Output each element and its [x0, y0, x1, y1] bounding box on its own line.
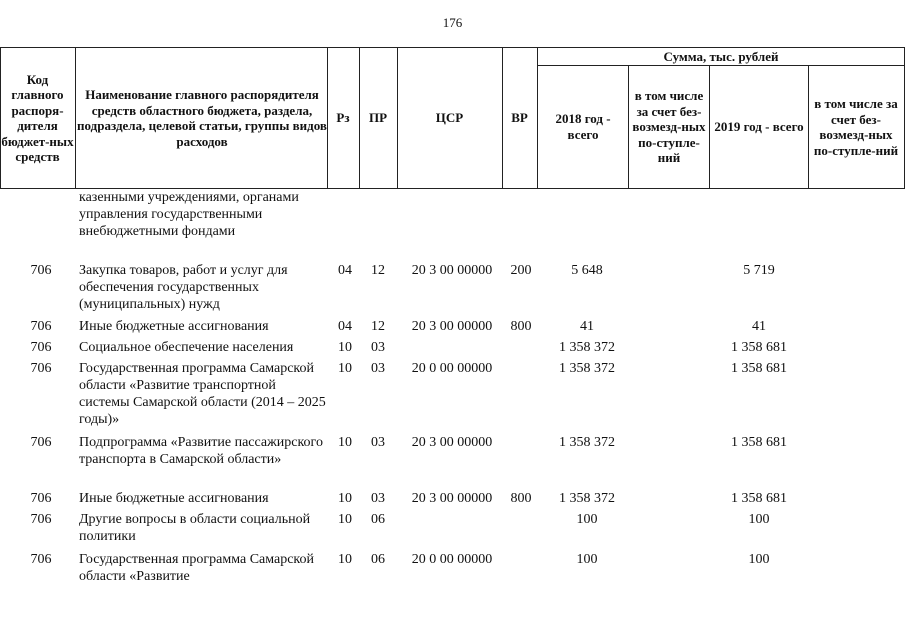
- grid-line: [75, 48, 76, 188]
- row-name: Иные бюджетные ассигнования: [79, 491, 269, 506]
- header-incl-2019: в том числе за счет без-возмезд-ных по-ступле-ний: [813, 96, 899, 158]
- row-csr: 20 3 00 00000: [411, 319, 493, 334]
- row-rz: 04: [338, 263, 352, 278]
- row-vr: 800: [510, 319, 532, 334]
- row-rz: 04: [338, 319, 352, 334]
- row-sum-2019: 41: [752, 319, 766, 334]
- row-code: 706: [30, 512, 52, 527]
- row-sum-2018: 41: [580, 319, 594, 334]
- row-rz: 10: [338, 491, 352, 506]
- row-sum-2019: 1 358 681: [731, 361, 787, 376]
- row-rz: 10: [338, 340, 352, 355]
- row-sum-2019: 1 358 681: [731, 491, 787, 506]
- row-pr: 03: [371, 491, 385, 506]
- row-pr: 03: [371, 340, 385, 355]
- header-2019: 2019 год - всего: [714, 118, 804, 134]
- row-csr: 20 0 00 00000: [411, 361, 493, 376]
- row-rz: 10: [338, 435, 352, 450]
- row-pr: 12: [371, 319, 385, 334]
- row-name: Подпрограмма «Развитие пассажирского транспорта в Самарской области»: [79, 435, 323, 467]
- row-sum-2019: 1 358 681: [731, 435, 787, 450]
- row-vr: 800: [510, 491, 532, 506]
- header-rz: Рз: [336, 110, 350, 126]
- page-number: 176: [442, 15, 463, 30]
- row-rz: 10: [338, 512, 352, 527]
- row-sum-2018: 1 358 372: [559, 435, 615, 450]
- row-sum-2018: 5 648: [571, 263, 603, 278]
- row-pr: 03: [371, 435, 385, 450]
- row-sum-2019: 5 719: [743, 263, 775, 278]
- row-code: 706: [30, 491, 52, 506]
- grid-line: [628, 65, 629, 188]
- row-code: 706: [30, 319, 52, 334]
- row-name: Государственная программа Самарской области «Развитие: [79, 552, 315, 584]
- row-csr: 20 3 00 00000: [411, 263, 493, 278]
- row-pr: 06: [371, 552, 385, 567]
- grid-line: [537, 48, 538, 188]
- row-csr: 20 0 00 00000: [411, 552, 493, 567]
- row-name: Иные бюджетные ассигнования: [79, 319, 269, 334]
- row-code: 706: [30, 552, 52, 567]
- grid-line: [808, 65, 809, 188]
- header-2018: 2018 год - всего: [555, 111, 611, 142]
- grid-line: [709, 65, 710, 188]
- row-sum-2018: 1 358 372: [559, 491, 615, 506]
- row-sum-2019: 100: [748, 512, 770, 527]
- row-rz: 10: [338, 552, 352, 567]
- header-csr: ЦСР: [435, 110, 464, 126]
- row-sum-2018: 1 358 372: [559, 361, 615, 376]
- header-sum: Сумма, тыс. рублей: [663, 48, 779, 64]
- row-code: 706: [30, 435, 52, 450]
- header-code: Код главного распоря-дителя бюджет-ных средств: [1, 71, 74, 164]
- row-name: Государственная программа Самарской области «Развитие транспортной системы Самарской области (2014 – 2025 годы)»: [79, 361, 326, 427]
- header-pr: ПР: [368, 110, 388, 126]
- row-vr: 200: [510, 263, 532, 278]
- header-name: Наименование главного распорядителя средств областного бюджета, раздела, подраздела, целевой статьи, группы видов расходов: [77, 87, 327, 149]
- row-sum-2018: 100: [576, 552, 598, 567]
- row-pr: 03: [371, 361, 385, 376]
- row-pr: 12: [371, 263, 385, 278]
- row-sum-2018: 1 358 372: [559, 340, 615, 355]
- row-code: 706: [30, 263, 52, 278]
- row-csr: 20 3 00 00000: [411, 491, 493, 506]
- row-code: 706: [30, 340, 52, 355]
- row-code: 706: [30, 361, 52, 376]
- row-name: Другие вопросы в области социальной политики: [79, 512, 311, 544]
- row-pr: 06: [371, 512, 385, 527]
- row-name: Закупка товаров, работ и услуг для обеспечения государственных (муниципальных) нужд: [79, 263, 288, 312]
- row-sum-2019: 100: [748, 552, 770, 567]
- header-vr: ВР: [511, 110, 528, 126]
- row-name: Социальное обеспечение населения: [79, 340, 294, 355]
- header-incl-2018: в том числе за счет без-возмезд-ных по-ступле-ний: [632, 88, 706, 166]
- row-sum-2018: 100: [576, 512, 598, 527]
- row-csr: 20 3 00 00000: [411, 435, 493, 450]
- row-sum-2019: 1 358 681: [731, 340, 787, 355]
- row-name: казенными учреждениями, органами управления государственными внебюджетными фондами: [79, 190, 299, 239]
- table-header: [0, 47, 905, 189]
- row-rz: 10: [338, 361, 352, 376]
